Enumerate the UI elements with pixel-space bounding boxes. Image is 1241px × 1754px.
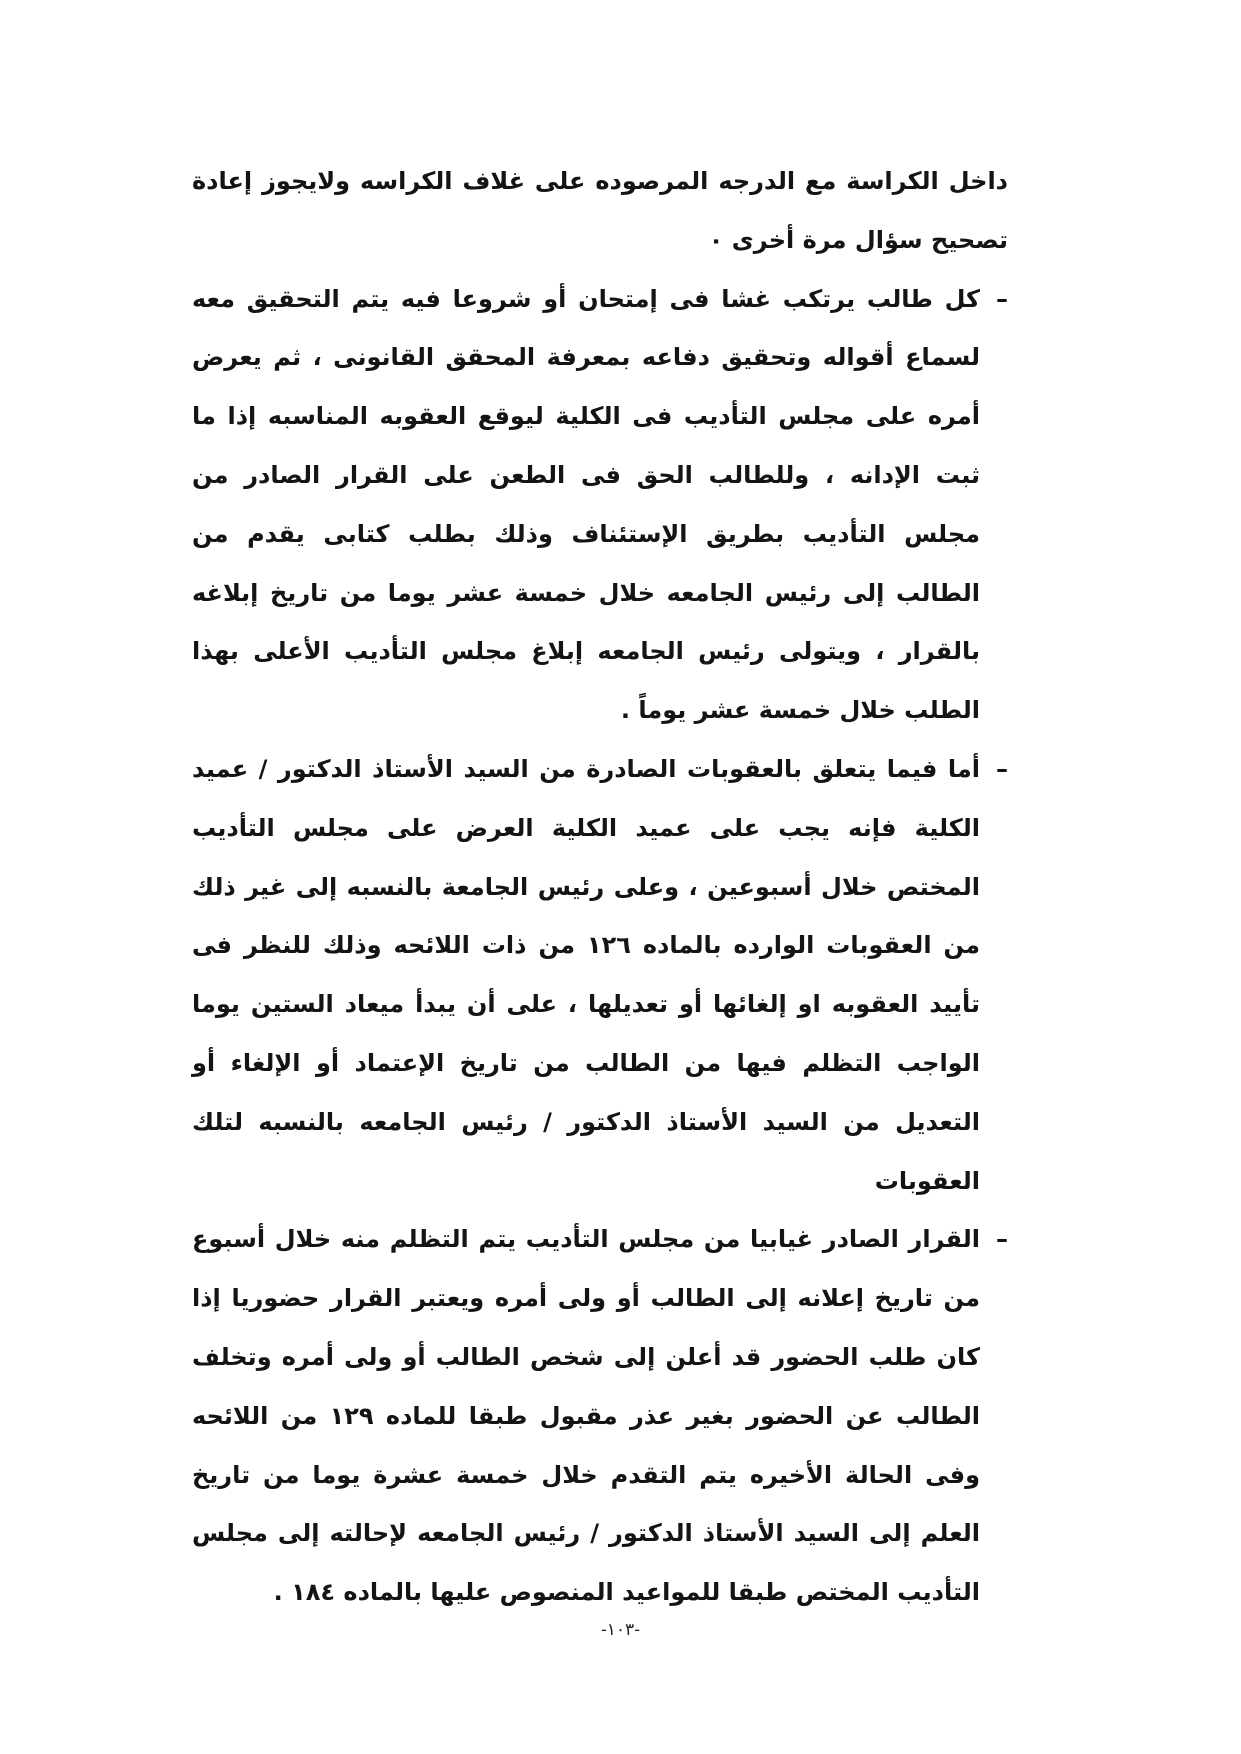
page-number: -١٠٣- [601,1620,640,1640]
list-item-dean-penalties [192,740,1008,1210]
document-body [192,152,1008,1622]
dash-bullet-icon: – [996,1225,1008,1254]
dash-bullet-icon: – [996,284,1008,313]
list-item-absentia-decision [192,1210,1008,1622]
intro-paragraph: داخل الكراسة مع الدرجه المرصوده على غلاف الكراسه ولايجوز إعادة تصحيح سؤال مرة أخرى ٠ [192,167,1008,254]
list-item-cheating-investigation [192,270,1008,740]
dash-bullet-icon: – [996,754,1008,783]
list-item-text: كل طالب يرتكب غشا فى إمتحان أو شروعا فيه يتم التحقيق معه لسماع أقواله وتحقيق دفاعه بمعرفة المحقق القانونى ، ثم يعرض أمره على مجلس التأديب فى الكلية ليوقع العقوبه المناسبه إذا ما ثبت الإدانه ، وللطالب الحق فى الطعن على القرار الصادر من مجلس التأديب بطريق الإستئناف وذلك بطلب كتابى يقدم من الطالب إلى رئيس الجامعه خلال خمسة عشر يوما من تاريخ إبلاغه بالقرار ، ويتولى رئيس الجامعه إبلاغ مجلس التأديب الأعلى بهذا الطلب خلال خمسة عشر يوماً . [192,284,980,725]
list-item-text: القرار الصادر غيابيا من مجلس التأديب يتم التظلم منه خلال أسبوع من تاريخ إعلانه إلى الطالب أو ولى أمره ويعتبر القرار حضوريا إذا كان طلب الحضور قد أعلن إلى شخص الطالب أو ولى أمره وتخلف الطالب عن الحضور بغير عذر مقبول طبقا للماده ١٢٩ من اللائحه وفى الحالة الأخيره يتم التقدم خلال خمسة عشرة يوما من تاريخ العلم إلى السيد الأستاذ الدكتور / رئيس الجامعه لإحالته إلى مجلس التأديب المختص طبقا للمواعيد المنصوص عليها بالماده ١٨٤ . [192,1225,981,1607]
list-item-text: أما فيما يتعلق بالعقوبات الصادرة من السيد الأستاذ الدكتور / عميد الكلية فإنه يجب على عميد الكلية العرض على مجلس التأديب المختص خلال أسبوعين ، وعلى رئيس الجامعة بالنسبه إلى غير ذلك من العقوبات الوارده بالماده ١٢٦ من ذات اللائحه وذلك للنظر فى تأييد العقوبه او إلغائها أو تعديلها ، على أن يبدأ ميعاد الستين يوما الواجب التظلم فيها من الطالب من تاريخ الإعتماد أو الإلغاء أو التعديل من السيد الأستاذ الدكتور / رئيس الجامعه بالنسبه لتلك العقوبات [192,754,980,1195]
